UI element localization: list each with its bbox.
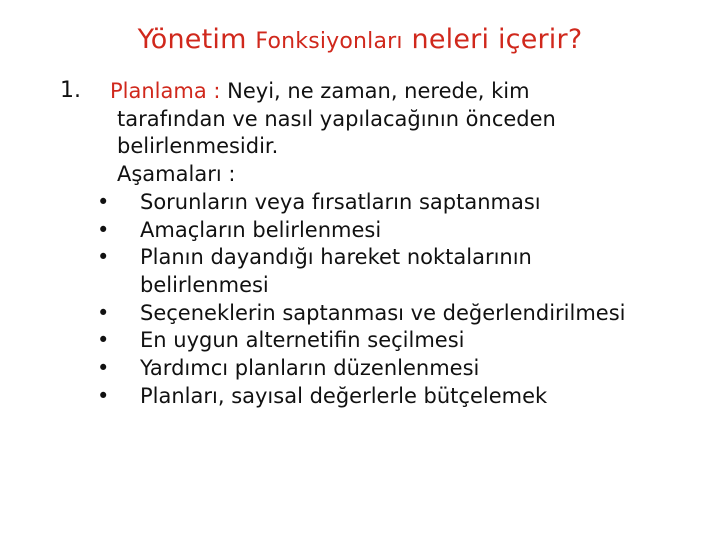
definition-line-1: Neyi, ne zaman, nerede, kim	[227, 79, 530, 103]
bullet-icon: •	[97, 189, 110, 214]
stage-text: En uygun alternetifin seçilmesi	[140, 328, 465, 353]
slide-title	[0, 24, 720, 55]
definition-line-3: belirlenmesidir.	[117, 134, 279, 159]
stage-text: Seçeneklerin saptanması ve değerlendirilmesi	[140, 300, 626, 325]
bullet-icon: •	[97, 245, 110, 270]
definition-line-2: tarafından ve nasıl yapılacağının önceden	[117, 106, 556, 131]
bullet-icon: •	[97, 300, 110, 325]
stage-item-1	[97, 189, 690, 217]
stage-text: Planın dayandığı hareket noktalarının	[140, 245, 532, 270]
item-body	[97, 78, 690, 411]
item-term: Planlama :	[110, 79, 221, 103]
stage-item-4	[97, 300, 690, 328]
stage-text: Yardımcı planların düzenlenmesi	[140, 356, 480, 381]
title-part-2: Fonksiyonları	[255, 29, 403, 54]
stage-text: Amaçların belirlenmesi	[140, 217, 382, 242]
bullet-icon: •	[97, 328, 110, 353]
bullet-icon: •	[97, 217, 110, 242]
title-part-3: neleri içerir?	[402, 24, 583, 55]
stages-label: Aşamaları :	[117, 162, 236, 187]
stage-item-6	[97, 355, 690, 383]
bullet-icon: •	[97, 356, 110, 381]
stage-text: Planları, sayısal değerlerle bütçelemek	[140, 383, 548, 408]
stage-text-cont: belirlenmesi	[140, 273, 269, 298]
stage-item-7	[97, 383, 690, 411]
stage-item-5	[97, 327, 690, 355]
stages-list	[97, 189, 690, 411]
item-number: 1.	[60, 78, 81, 103]
stage-item-3	[97, 244, 690, 299]
stage-item-2	[97, 217, 690, 245]
title-part-1: Yönetim	[137, 24, 256, 55]
bullet-icon: •	[97, 383, 110, 408]
item-heading-line	[110, 78, 690, 106]
stage-text: Sorunların veya fırsatların saptanması	[140, 189, 541, 214]
